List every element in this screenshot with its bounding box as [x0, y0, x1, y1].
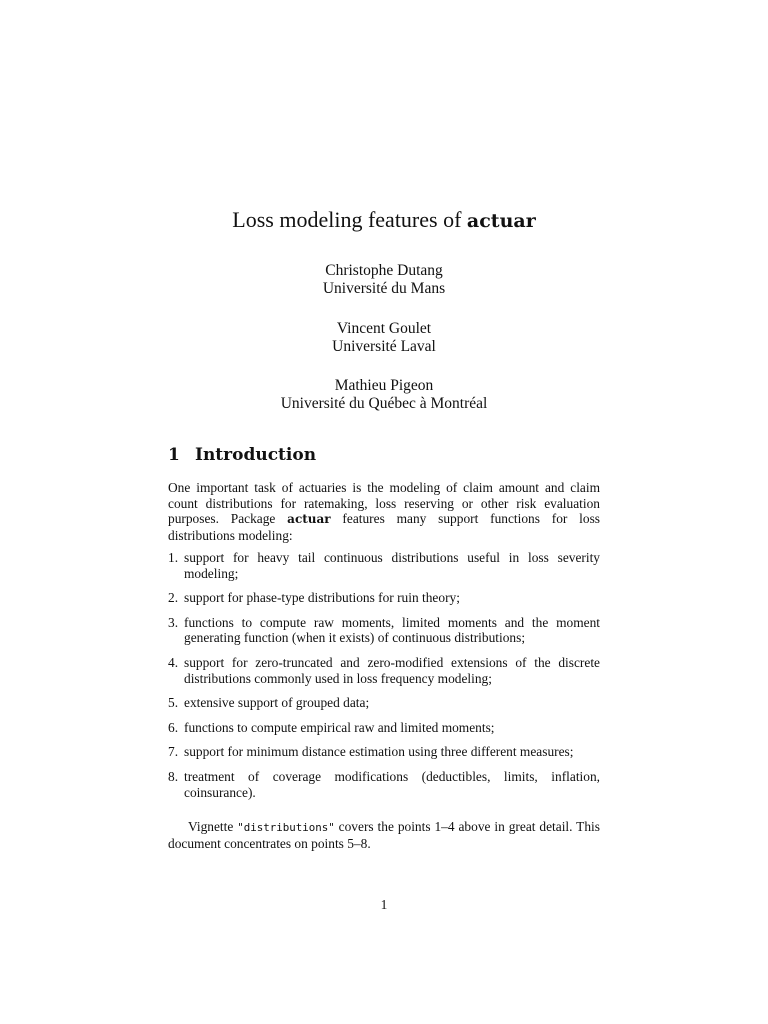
author-name: Mathieu Pigeon [334, 377, 434, 394]
list-item-text: extensive support of grouped data; [184, 695, 370, 711]
intro-text: One important task of actuaries is the modeling of claim amount and claim count distributions for ratemaking, loss reserving or other risk evaluation purposes. Package [168, 480, 600, 527]
author-affiliation: Université du Québec à Montréal [280, 395, 488, 412]
intro-text-continued: features many support functions for loss distributions modeling: [168, 511, 601, 543]
section-number: 1 [168, 445, 180, 465]
list-item-text: treatment of coverage modifications (deductibles, limits, inflation, coinsurance). [184, 768, 600, 800]
list-item-number: 7. [168, 744, 179, 760]
author-block [0, 320, 768, 356]
list-item-text: support for minimum distance estimation using three different measures; [184, 744, 574, 760]
closing-text-continued: covers the points 1–4 above in great detail. This document concentrates on points 5–8. [168, 819, 600, 851]
list-item-number: 6. [168, 719, 179, 735]
closing-text: Vignette [188, 819, 238, 834]
title-package-name: actuar [466, 210, 536, 232]
closing-paragraph [168, 819, 600, 851]
intro-paragraph [168, 480, 600, 543]
list-item [168, 590, 600, 606]
list-item-number: 4. [168, 654, 179, 670]
intro-package-name: actuar [287, 512, 331, 527]
section-heading [168, 444, 316, 466]
list-item-text: support for heavy tail continuous distributions useful in loss severity modeling; [184, 550, 600, 581]
list-item-text: functions to compute empirical raw and limited moments; [184, 719, 495, 735]
section-title: Introduction [195, 445, 317, 465]
list-item-number: 5. [168, 695, 179, 711]
title-text: Loss modeling features of [232, 207, 467, 232]
list-item [168, 655, 600, 686]
list-item-text: functions to compute raw moments, limited moments and the moment generating function (when it exists) of continuous distributions; [184, 614, 600, 646]
author-affiliation: Université du Mans [322, 280, 446, 297]
list-item-number: 8. [168, 768, 179, 784]
list-item-number: 2. [168, 590, 179, 606]
author-affiliation: Université Laval [332, 338, 436, 355]
page-number: 1 [380, 897, 388, 912]
list-item [168, 769, 600, 800]
list-item [168, 695, 600, 711]
list-item [168, 744, 600, 760]
list-item-text: support for zero-truncated and zero-modified extensions of the discrete distributions commonly used in loss frequency modeling; [184, 654, 600, 686]
author-block [0, 262, 768, 298]
author-name: Vincent Goulet [336, 320, 432, 337]
list-item [168, 550, 600, 581]
author-name: Christophe Dutang [325, 262, 443, 279]
feature-list [168, 550, 600, 809]
list-item [168, 615, 600, 646]
list-item-number: 3. [168, 614, 179, 630]
vignette-code-name: "distributions" [237, 821, 335, 834]
paper-title [0, 206, 768, 235]
list-item-number: 1. [168, 550, 179, 565]
author-block [0, 377, 768, 413]
list-item-text: support for phase-type distributions for ruin theory; [184, 590, 460, 606]
list-item [168, 720, 600, 736]
